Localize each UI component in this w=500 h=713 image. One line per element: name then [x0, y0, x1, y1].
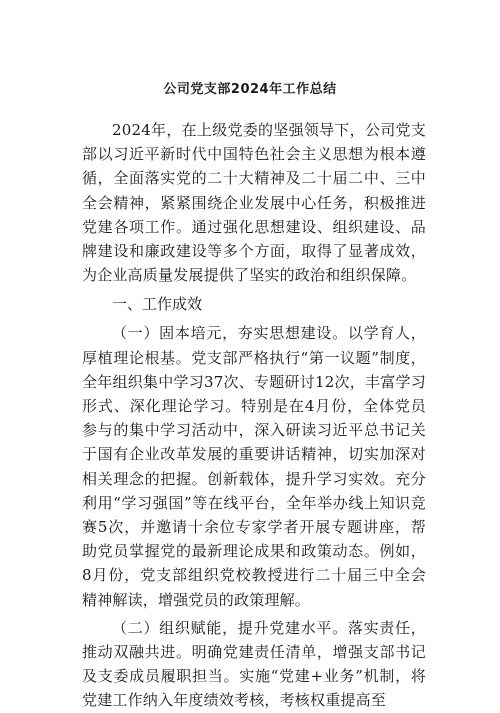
document-body	[82, 118, 426, 713]
intro-paragraph: 2024年，在上级党委的坚强领导下，公司党支部以习近平新时代中国特色社会主义思想为根本遵循，全面落实党的二十大精神及二十届二中、三中全会精神，紧紧围绕企业发展中心任务，积极推进党建各项工作。通过强化思想建设、组织建设、品牌建设和廉政建设等多个方面，取得了显著成效，为企业高质量发展提供了坚实的政治和组织保障。	[82, 121, 426, 285]
section-heading-work-results: 一、工作成效	[112, 295, 203, 314]
document-title: 公司党支部2024年工作总结	[163, 82, 337, 97]
paragraph-organizational-empowerment: （二）组织赋能，提升党建水平。落实责任，推动双融共进。明确党建责任清单，增强支部书记及支委成员履职担当。实施“党建+业务”机制，将党建工作纳入年度绩效考核，考核权重提高至	[82, 618, 426, 710]
paragraph-ideological-building: （一）固本培元，夯实思想建设。以学育人，厚植理论根基。党支部严格执行“第一议题”制度，全年组织集中学习37次、专题研讨12次，丰富学习形式、深化理论学习。特别是在4月份，全体党员参与的集中学习活动中，深入研读习近平总书记关于国有企业改革发展的重要讲话精神，切实加深对相关理念的把握。创新载体，提升学习实效。充分利用“学习强国”等在线平台，全年举办线上知识竞赛5次，并邀请十余位专家学者开展专题讲座，帮助党员掌握党的最新理论成果和政策动态。例如，8月份，党支部组织党校教授进行二十届三中全会精神解读，增强党员的政策理解。	[82, 324, 426, 609]
